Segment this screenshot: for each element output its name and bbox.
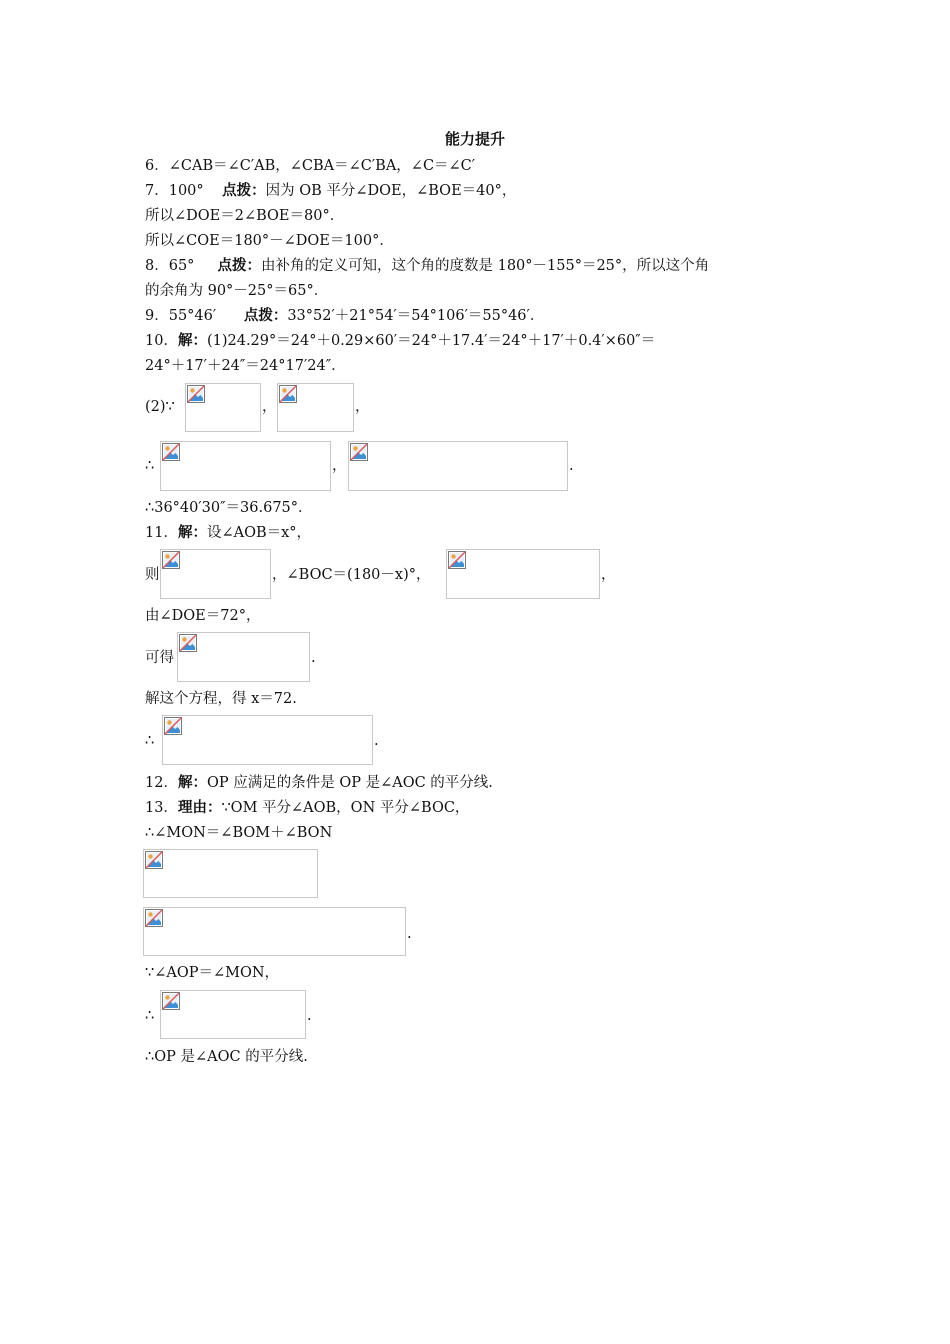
answer-10-part-2: (2)∵	[145, 399, 175, 415]
solution-label: 解：	[177, 525, 207, 541]
comma: ，	[355, 399, 370, 415]
formula-image	[177, 632, 310, 682]
answer-7: 7．100° 点拨：因为 OB 平分∠DOE，∠BOE＝40°，	[145, 183, 517, 199]
broken-image-icon	[448, 551, 466, 569]
period: .	[374, 733, 379, 749]
therefore-symbol: ∴	[145, 733, 155, 749]
answer-13-conclusion: ∴OP 是∠AOC 的平分线.	[145, 1049, 308, 1065]
answer-12: 12．解：OP 应满足的条件是 OP 是∠AOC 的平分线.	[145, 775, 493, 791]
broken-image-icon	[179, 634, 197, 652]
solution-label: 解：	[177, 333, 207, 349]
answer-10: 10．解：(1)24.29°＝24°＋0.29×60′＝24°＋17.4′＝24°＋17′＋0.4′×60″＝	[145, 333, 656, 349]
period: .	[407, 926, 412, 942]
answer-9: 9．55°46′ 点拨：33°52′＋21°54′＝54°106′＝55°46′．	[145, 308, 545, 324]
formula-image	[160, 990, 306, 1039]
answer-11-line-4: 可得	[145, 650, 174, 666]
answer-8: 8．65° 点拨：由补角的定义可知，这个角的度数是 180°－155°＝25°，所以这个角	[145, 258, 710, 274]
hint-label: 点拨：	[243, 308, 288, 324]
comma: ，	[332, 458, 347, 474]
formula-image	[160, 549, 271, 599]
broken-image-icon	[164, 717, 182, 735]
period: .	[311, 650, 316, 666]
answer-8-line-2: 的余角为 90°－25°＝65°．	[145, 283, 329, 299]
answer-11-line-5: 解这个方程，得 x＝72.	[145, 691, 297, 707]
answer-11-line-2-start: 则	[145, 567, 160, 583]
section-heading: 能力提升	[444, 130, 505, 148]
formula-image	[185, 383, 261, 432]
broken-image-icon	[350, 443, 368, 461]
formula-image	[162, 715, 373, 765]
answer-10-line-5: ∴36°40′30″＝36.675°．	[145, 500, 313, 516]
answer-11: 11．解：设∠AOB＝x°，	[145, 525, 312, 541]
formula-image	[160, 441, 331, 491]
answer-7-line-3: 所以∠COE＝180°－∠DOE＝100°．	[145, 233, 394, 249]
broken-image-icon	[279, 385, 297, 403]
broken-image-icon	[145, 909, 163, 927]
period: .	[569, 458, 574, 474]
formula-image	[446, 549, 600, 599]
broken-image-icon	[145, 851, 163, 869]
formula-image	[143, 849, 318, 898]
broken-image-icon	[162, 443, 180, 461]
formula-image	[277, 383, 354, 432]
therefore-symbol: ∴	[145, 458, 155, 474]
solution-label: 解：	[177, 775, 207, 791]
comma: ，	[601, 567, 616, 583]
therefore-symbol: ∴	[145, 1008, 155, 1024]
answer-11-line-2-mid: ，∠BOC＝(180－x)°，	[272, 567, 431, 583]
answer-13: 13．理由：∵OM 平分∠AOB，ON 平分∠BOC，	[145, 800, 470, 816]
period: .	[307, 1008, 312, 1024]
answer-10-line-2: 24°＋17′＋24″＝24°17′24″．	[145, 358, 346, 374]
answer-13-line-2: ∴∠MON＝∠BOM＋∠BON	[145, 825, 333, 841]
reason-label: 理由：	[177, 800, 222, 816]
answer-7-line-2: 所以∠DOE＝2∠BOE＝80°．	[145, 208, 345, 224]
hint-label: 点拨：	[222, 183, 266, 199]
answer-13-line-4: ∵∠AOP＝∠MON，	[145, 965, 280, 981]
comma: ，	[262, 399, 277, 415]
broken-image-icon	[162, 992, 180, 1010]
broken-image-icon	[187, 385, 205, 403]
formula-image	[348, 441, 568, 491]
broken-image-icon	[162, 551, 180, 569]
hint-label: 点拨：	[217, 258, 261, 274]
answer-6: 6．∠CAB＝∠C′AB，∠CBA＝∠C′BA，∠C＝∠C′	[145, 158, 476, 174]
answer-11-line-3: 由∠DOE＝72°，	[145, 608, 261, 624]
formula-image	[143, 907, 406, 956]
